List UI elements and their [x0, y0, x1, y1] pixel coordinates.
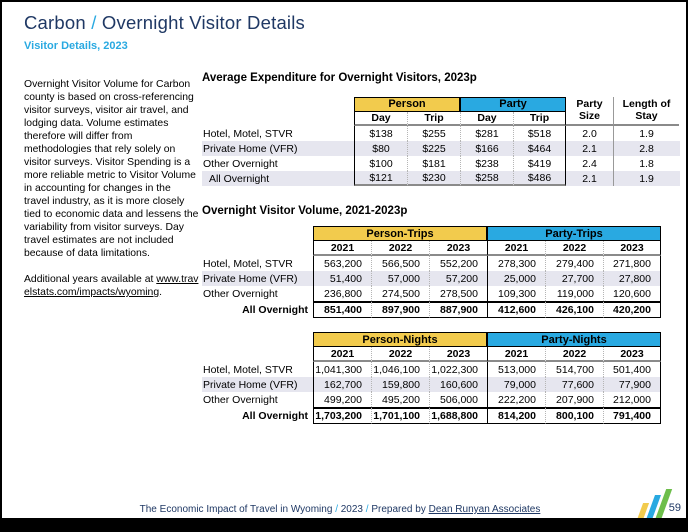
expenditure-table-rows	[202, 126, 680, 186]
cell-value: 552,200	[429, 256, 487, 271]
cell-value: $281	[460, 126, 513, 141]
cell-value: 1,688,800	[429, 407, 487, 424]
cell-value: 109,300	[487, 286, 545, 301]
footer-segment-0: The Economic Impact of Travel in Wyoming	[139, 504, 336, 515]
cell-value: 274,500	[371, 286, 429, 301]
cell-value: 57,200	[429, 271, 487, 286]
cell-value: 499,200	[313, 392, 371, 407]
additional-years-note	[24, 273, 199, 299]
year-header: 2021	[313, 347, 371, 362]
header-spacer	[202, 226, 313, 241]
cell-value: 120,600	[603, 286, 661, 301]
bottom-bar	[2, 518, 686, 530]
footer-segment-4: Prepared by	[368, 504, 429, 515]
cell-value: 27,800	[603, 271, 661, 286]
expenditure-subheader-row	[354, 112, 566, 127]
volume-row	[202, 362, 661, 377]
cell-value: 51,400	[313, 271, 371, 286]
page-title-county: Carbon	[24, 12, 92, 33]
cell-value: $518	[513, 126, 566, 141]
cell-value: 27,700	[545, 271, 603, 286]
additional-years-text: Additional years available at	[24, 274, 157, 285]
cell-value: $258	[460, 171, 513, 186]
volume-trips-table	[202, 226, 661, 318]
expenditure-row	[202, 141, 680, 156]
footer-credit	[2, 504, 678, 515]
subheader-day-0: Day	[354, 112, 407, 126]
row-label: Hotel, Motel, STVR	[203, 257, 293, 270]
cell-value: $166	[460, 141, 513, 156]
cell-value: 514,700	[545, 362, 603, 377]
cell-value: 212,000	[603, 392, 661, 407]
cell-value: 563,200	[313, 256, 371, 271]
cell-value: 501,400	[603, 362, 661, 377]
year-header: 2023	[429, 241, 487, 256]
cell-value: 79,000	[487, 377, 545, 392]
volume-years-row	[202, 241, 661, 256]
cell-value: 1,041,300	[313, 362, 371, 377]
cell-value: 426,100	[545, 301, 603, 318]
cell-value: 159,800	[371, 377, 429, 392]
main-content	[202, 72, 682, 424]
cell-value: 851,400	[313, 301, 371, 318]
row-label: Other Overnight	[203, 287, 278, 300]
expenditure-table-header	[202, 97, 680, 126]
cell-value: 77,900	[603, 377, 661, 392]
cell-value: $486	[513, 171, 566, 186]
year-header: 2022	[545, 241, 603, 256]
row-label: All Overnight	[209, 172, 270, 185]
volume-row	[202, 256, 661, 271]
expenditure-row	[202, 156, 680, 171]
row-label: Private Home (VFR)	[203, 142, 298, 155]
year-header: 2023	[603, 347, 661, 362]
row-label: Hotel, Motel, STVR	[203, 363, 293, 376]
cell-value: $419	[513, 156, 566, 171]
expenditure-row	[202, 126, 680, 141]
group-header-person: Person-Nights	[313, 332, 487, 347]
cell-value: 162,700	[313, 377, 371, 392]
cell-value: $121	[354, 171, 407, 186]
cell-value: 160,600	[429, 377, 487, 392]
volume-years-row	[202, 347, 661, 362]
cell-value: 271,800	[603, 256, 661, 271]
cell-value: 25,000	[487, 271, 545, 286]
cell-value: 495,200	[371, 392, 429, 407]
page-title	[24, 12, 305, 34]
cell-value: 278,500	[429, 286, 487, 301]
year-header: 2023	[429, 347, 487, 362]
cell-value: 412,600	[487, 301, 545, 318]
page-number: 59	[668, 502, 681, 514]
methodology-note: Overnight Visitor Volume for Carbon county is based on cross-referencing visitor surveys, visitor air travel, and lodging data. Volume estimates therefore will differ from methodologies that rely solely on visitor surveys. Visitor Spending is a more reliable metric to Visitor Volume in accounting for changes in the travel industry, as it is more closely tied to economic data and lessens the variability from visitor surveys. Day travel estimates are not included because of data limitations.	[24, 79, 199, 259]
expenditure-group-header-row	[354, 97, 566, 112]
header-spacer	[202, 332, 313, 347]
cell-value: 57,000	[371, 271, 429, 286]
cell-value: 1,701,100	[371, 407, 429, 424]
expenditure-heading: Average Expenditure for Overnight Visitors, 2023p	[202, 72, 477, 84]
year-header: 2021	[313, 241, 371, 256]
cell-value: $80	[354, 141, 407, 156]
volume-group-header-row	[202, 332, 661, 347]
cell-value: $238	[460, 156, 513, 171]
cell-value: 222,200	[487, 392, 545, 407]
volume-row	[202, 377, 661, 392]
cell-value: 897,900	[371, 301, 429, 318]
cell-value: $464	[513, 141, 566, 156]
footer-segment-3: /	[365, 504, 369, 515]
volume-heading: Overnight Visitor Volume, 2021-2023p	[202, 205, 408, 217]
header-spacer	[202, 241, 313, 256]
additional-years-period: .	[159, 287, 163, 298]
cell-value: 2.1	[582, 172, 597, 185]
subheader-trip-3: Trip	[513, 112, 566, 126]
cell-value: 1.9	[613, 171, 679, 186]
year-header: 2021	[487, 241, 545, 256]
volume-row	[202, 392, 661, 407]
party-size-header: Party Size	[566, 97, 613, 126]
cell-value: 800,100	[545, 407, 603, 424]
cell-value: $255	[407, 126, 460, 141]
cell-value: 77,600	[545, 377, 603, 392]
year-header: 2023	[603, 241, 661, 256]
group-header-person: Person-Trips	[313, 226, 487, 241]
cell-value: 2.1	[582, 142, 597, 155]
volume-row	[202, 271, 661, 286]
row-label: All Overnight	[242, 409, 308, 422]
cell-value: 566,500	[371, 256, 429, 271]
cell-value: 2.8	[613, 141, 679, 156]
subheader-trip-1: Trip	[407, 112, 460, 126]
cell-value: 506,000	[429, 392, 487, 407]
subheader-day-2: Day	[460, 112, 513, 126]
cell-value: $181	[407, 156, 460, 171]
footer-segment-5: Dean Runyan Associates	[428, 504, 541, 515]
row-label: Private Home (VFR)	[203, 272, 298, 285]
cell-value: 2.4	[582, 157, 597, 170]
group-header-party: Party	[460, 97, 566, 112]
cell-value: 1,022,300	[429, 362, 487, 377]
length-of-stay-header: Length of Stay	[613, 97, 679, 126]
cell-value: 1.9	[613, 126, 679, 141]
year-header: 2022	[371, 241, 429, 256]
cell-value: 1,046,100	[371, 362, 429, 377]
expenditure-header-stack	[354, 97, 566, 126]
volume-row	[202, 301, 661, 318]
page-subtitle: Visitor Details, 2023	[24, 40, 128, 52]
row-label: Hotel, Motel, STVR	[203, 127, 293, 140]
page-title-slash: /	[91, 12, 97, 33]
cell-value: 791,400	[603, 407, 661, 424]
volume-row	[202, 407, 661, 424]
cell-value: 513,000	[487, 362, 545, 377]
year-header: 2021	[487, 347, 545, 362]
cell-value: $138	[354, 126, 407, 141]
cell-value: 1.8	[613, 156, 679, 171]
cell-value: 279,400	[545, 256, 603, 271]
cell-value: $100	[354, 156, 407, 171]
year-header: 2022	[371, 347, 429, 362]
row-label: Private Home (VFR)	[203, 378, 298, 391]
cell-value: 119,000	[545, 286, 603, 301]
cell-value: 236,800	[313, 286, 371, 301]
volume-group-header-row	[202, 226, 661, 241]
group-header-party: Party-Trips	[487, 226, 661, 241]
cell-value: $225	[407, 141, 460, 156]
cell-value: 814,200	[487, 407, 545, 424]
year-header: 2022	[545, 347, 603, 362]
row-label: Other Overnight	[203, 157, 278, 170]
sidebar-notes	[24, 78, 199, 299]
header-spacer	[202, 347, 313, 362]
cell-value: $230	[407, 171, 460, 186]
expenditure-row	[202, 171, 680, 186]
cell-value: 278,300	[487, 256, 545, 271]
cell-value: 2.0	[582, 127, 597, 140]
volume-nights-table	[202, 332, 661, 424]
row-label: All Overnight	[242, 303, 308, 316]
footer-segment-2: 2023	[337, 504, 366, 515]
group-header-party: Party-Nights	[487, 332, 661, 347]
cell-value: 887,900	[429, 301, 487, 318]
cell-value: 207,900	[545, 392, 603, 407]
volume-row	[202, 286, 661, 301]
footer-segment-1: /	[335, 504, 338, 515]
cell-value: 420,200	[603, 301, 661, 318]
header-spacer	[202, 97, 354, 126]
travelstats-link[interactable]: www.travelstats.com/impacts/wyoming	[24, 274, 199, 298]
expenditure-table	[202, 97, 680, 186]
page-title-section: Overnight Visitor Details	[96, 12, 306, 33]
group-header-person: Person	[354, 97, 460, 112]
row-label: Other Overnight	[203, 393, 278, 406]
cell-value: 1,703,200	[313, 407, 371, 424]
